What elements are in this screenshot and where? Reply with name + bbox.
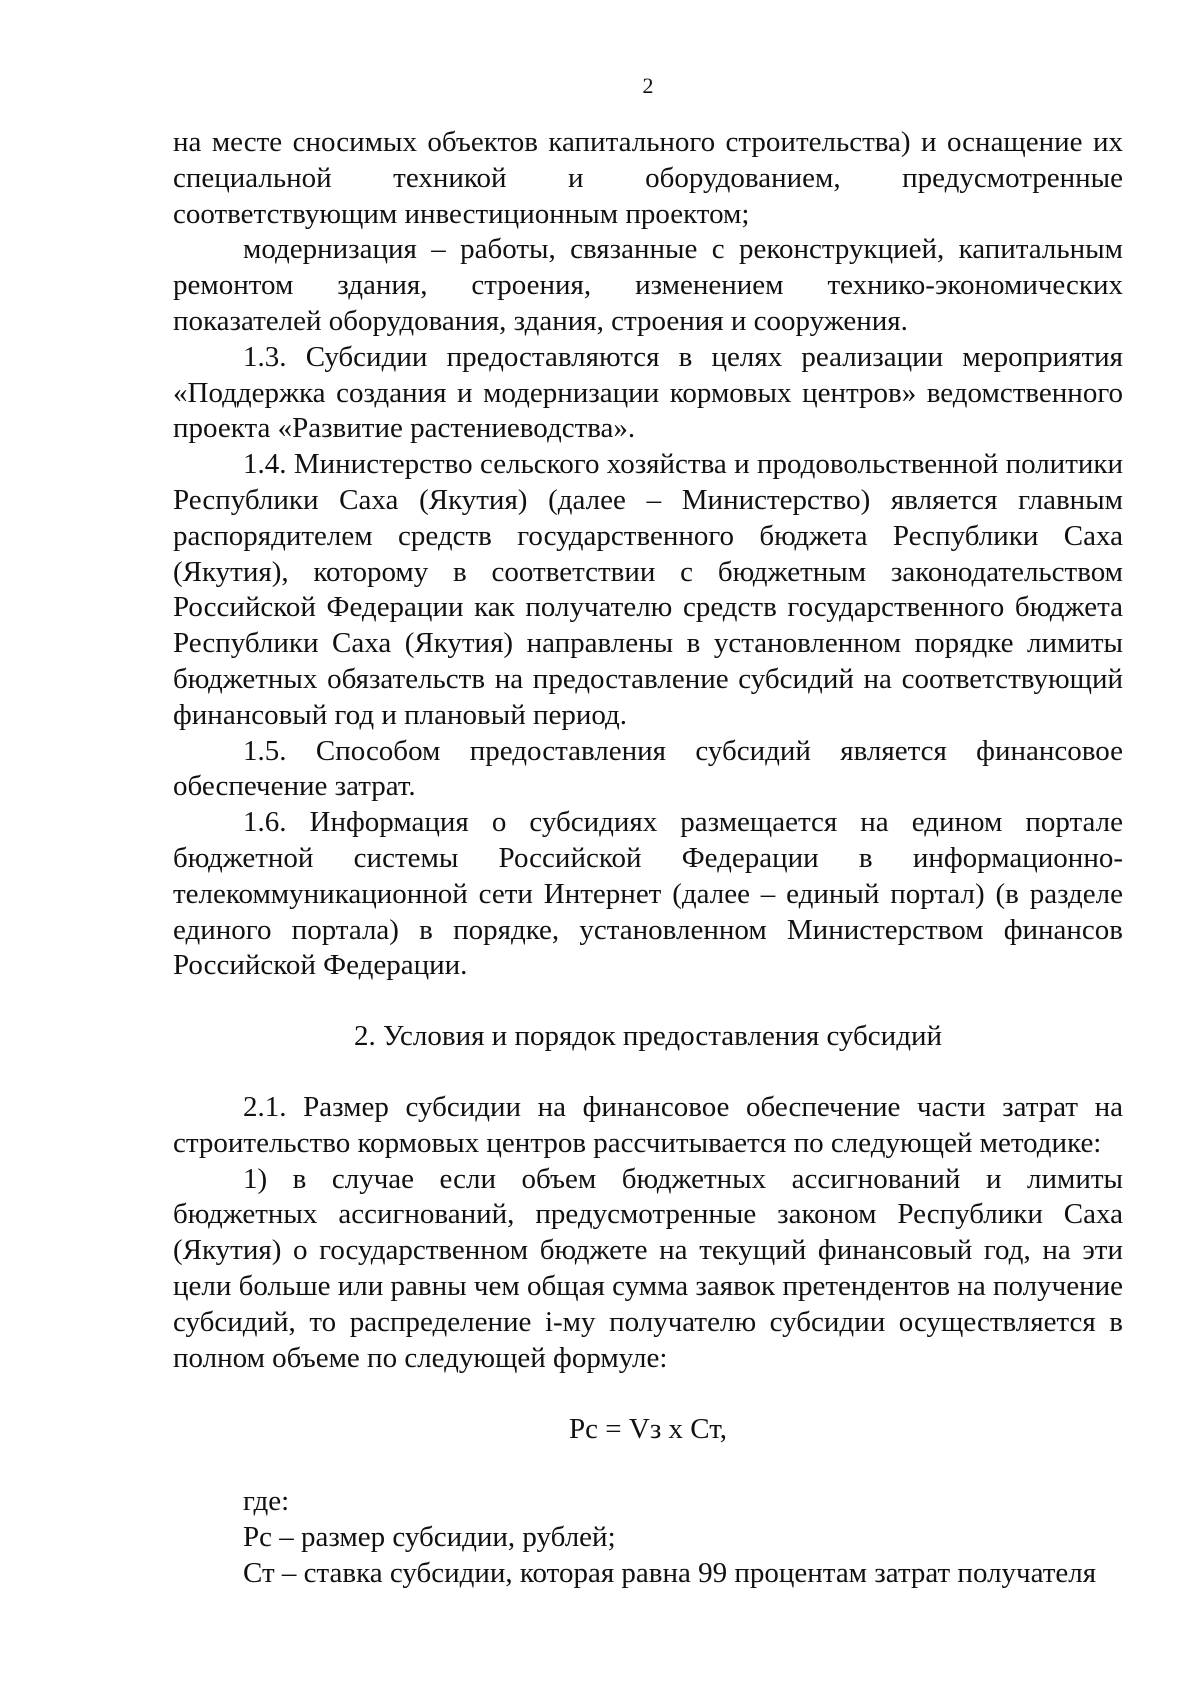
paragraph-1-3: 1.3. Субсидии предоставляются в целях реализации мероприятия «Поддержка создания и модернизации кормовых центров» ведомственного проекта «Развитие растениеводства». — [173, 340, 1123, 445]
paragraph-1-6: 1.6. Информация о субсидиях размещается на едином портале бюджетной системы Российской Федерации в информационно-телекоммуникационной сети Интернет (далее – единый портал) (в разделе единого портала) в порядке, установленном Министерством финансов Российской Федерации. — [173, 806, 1123, 982]
paragraph-2-1: 2.1. Размер субсидии на финансовое обеспечение части затрат на строительство кормовых центров рассчитывается по следующей методике: — [173, 1090, 1123, 1159]
formula: Рс = Vз х Ст, — [569, 1413, 727, 1446]
paragraph-1-5: 1.5. Способом предоставления субсидий является финансовое обеспечение затрат. — [173, 734, 1123, 803]
definition-rs: Рс – размер субсидии, рублей; — [243, 1520, 616, 1553]
paragraph-1-4: 1.4. Министерство сельского хозяйства и продовольственной политики Республики Саха (Якутия) (далее – Министерство) является главным распорядителем средств государственного бюджета Республики Саха (Якутия), которому в соответствии с бюджетным законодательством Российской Федерации как получателю средств государственного бюджета Республики Саха (Якутия) направлены в установленном порядке лимиты бюджетных обязательств на предоставление субсидий на соответствующий финансовый год и плановый период. — [173, 448, 1123, 731]
definition-st: Ст – ставка субсидии, которая равна 99 процентам затрат получателя — [243, 1556, 1097, 1589]
section-heading: 2. Условия и порядок предоставления субсидий — [353, 1020, 942, 1053]
paragraph-modernization-definition: модернизация – работы, связанные с реконструкцией, капитальным ремонтом здания, строения, изменением технико-экономических показателей оборудования, здания, строения и сооружения. — [173, 233, 1123, 337]
definition-where: где: — [243, 1485, 290, 1518]
document-body — [173, 125, 1123, 1591]
page-number: 2 — [642, 73, 654, 98]
paragraph-2-1-1: 1) в случае если объем бюджетных ассигнований и лимиты бюджетных ассигнований, предусмотренные законом Республики Саха (Якутия) о государственном бюджете на текущий финансовый год, на эти цели больше или равны чем общая сумма заявок претендентов на получение субсидий, то распределение i-му получателю субсидии осуществляется в полном объеме по следующей формуле: — [173, 1162, 1123, 1374]
paragraph-continuation: на месте сносимых объектов капитального строительства) и оснащение их специальной техникой и оборудованием, предусмотренные соответствующим инвестиционным проектом; — [173, 126, 1123, 230]
